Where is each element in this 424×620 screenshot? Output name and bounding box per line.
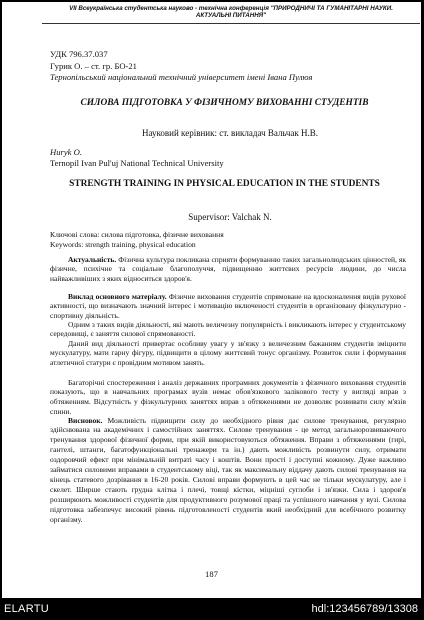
supervisor-ua: Науковий керівник: ст. викладач Вальчак Н.В. xyxy=(141,128,319,138)
paragraph-relevance xyxy=(50,255,406,285)
repository-label: ELARTU xyxy=(4,603,49,615)
conference-header xyxy=(42,5,420,19)
paragraph-text: Можливість підвищити силу до необхідного рівня дає силове тренування, регулярно здійснювана на академічних і самостійних заняттях. Силове тренування - це метод загальнорозвиваючого тренування здорової фізичної форми, при якій використовуються обтяження. Вправи з обтяженнями (гирі, гантелі, штанги, багатофункціональні тренажери та ін.) дають можливість розвинути силу, отримати оздоровчий ефект при мінімальній витраті часу і коштів. Вони прості і доступні кожному. Дуже важливо займатися силовими вправами в студентському віці, так як максимальну віддачу дають силові тренування на кінець статевого дозрівання в 16-20 років. Силові вправи формують в цей час не тільки мускулатуру, але і скелет. Ширше стають грудна клітка і плечі, товщі кістки, міцніші суглоби і зв'язки. Сила і здоров'я розширюють можливості студентів для продуктивного розумової праці та успішного навчання у вузі. Силова підготовка забезпечує високий рівень підготовленості студентів який необхідний для всебічного розвитку організму. xyxy=(50,415,406,524)
udc-code: УДК 796.37.037 xyxy=(50,49,108,59)
header-divider xyxy=(42,23,420,24)
paragraph-lead: Актуальність. xyxy=(68,254,117,264)
title-ua: СИЛОВА ПІДГОТОВКА У ФІЗИЧНОМУ ВИХОВАННІ СТУДЕНТІВ xyxy=(80,98,369,108)
author-ua: Гурик О. – ст. гр. БО-21 xyxy=(50,61,137,71)
title-en: STRENGTH TRAINING IN PHYSICAL EDUCATION IN THE STUDENTS xyxy=(69,179,380,189)
repository-footer-bar xyxy=(0,598,424,620)
supervisor-en: Supervisor: Valchak N. xyxy=(188,212,272,222)
paragraph-main-material xyxy=(50,292,406,322)
keywords-ua: Ключові слова: силова підготовка, фізичне виховання xyxy=(50,230,224,239)
conference-header-line-2: АКТУАЛЬНІ ПИТАННЯ" xyxy=(195,12,267,19)
paragraph-lead: Висновок. xyxy=(68,415,103,425)
page-number: 187 xyxy=(205,569,218,579)
paragraph-lead: Виклад основного матеріалу. xyxy=(68,291,167,301)
affiliation-ua: Тернопільський національний технічний університет імені Івана Пулюя xyxy=(50,72,313,82)
document-page xyxy=(2,2,421,598)
paragraph-conclusion xyxy=(50,416,406,525)
paragraph-motivation xyxy=(50,339,406,369)
handle-label: hdl:123456789/13308 xyxy=(311,603,418,615)
keywords-en: Keywords: strength training, physical education xyxy=(50,240,196,249)
author-en: Huryk O. xyxy=(50,147,82,157)
conference-header-line-1: VII Всеукраїнська студентська науково - технічна конференція "ПРИРОДНИЧІ ТА ГУМАНІТАРНІ НАУКИ. xyxy=(69,5,393,12)
paragraph-text: Одним з таких видів діяльності, які мають величезну популярність і викликають інтерес у студентському середовищі, є заняття силової спрямованості. xyxy=(50,319,406,339)
paragraph-text: Фізична культура покликана сприяти формуванню таких загальнолюдських цінностей, як фізичне, психічне та соціальне благополуччя, підвищенню життєвих ресурсів людини, до числа найважливіших з яких відноситься здоров'я. xyxy=(50,254,406,284)
paragraph-text: Багаторічні спостереження і аналіз державних програмних документів з фізичного виховання студентів показують, що в навчальних програмах вузів немає обов'язкового залікового тесту у вигляді вправ з обтяженням. Відсутність у фізкультурних заняттях вправ з обтяженнями не дозволяє розвивати силу м'язів спини. xyxy=(50,377,406,417)
paragraph-text: Фізичне виховання студентів спрямоване на вдосконалення видів рухової активності, що визначають значний інтерес і мотивацію включеності студентів в організовану фізкультурно - спортивну діяльність. xyxy=(50,291,406,321)
paragraph-text: Даний вид діяльності привертає особливу увагу у зв'язку з величезним бажанням студентів зміцнити мускулатуру, мати гарну фігуру, підвищити в цілому життєвий тонус організму. Розвиток сили і формування атлетичної статури є провідним мотивом занять. xyxy=(50,338,406,368)
paragraph-observations xyxy=(50,378,406,418)
paragraph-activity xyxy=(50,320,406,340)
affiliation-en: Ternopil Ivan Pul'uj National Technical University xyxy=(50,158,224,168)
